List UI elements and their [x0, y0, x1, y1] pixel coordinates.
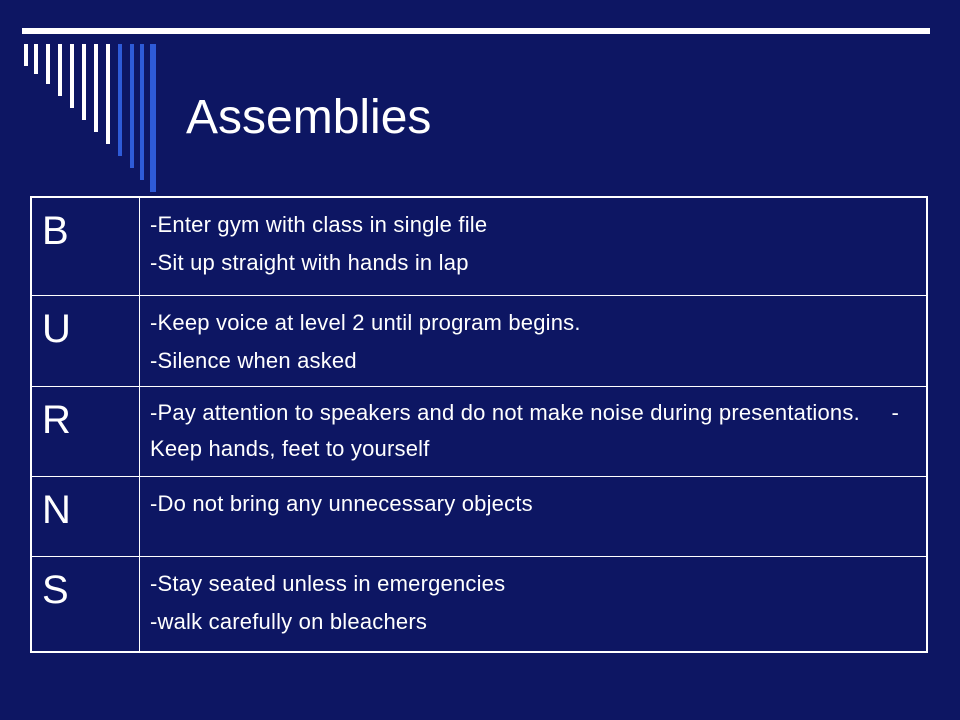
rule-line: -Pay attention to speakers and do not make noise during presentations.	[150, 399, 860, 425]
row-letter: N	[31, 476, 140, 556]
rule-line: -Stay seated unless in emergencies	[150, 570, 506, 596]
rule-line: -Do not bring any unnecessary objects	[150, 490, 533, 516]
rule-line: -Silence when asked	[150, 347, 357, 373]
decor-bar-7	[94, 44, 98, 132]
table-row	[31, 476, 927, 556]
burns-rules-table	[30, 196, 928, 653]
row-letter: S	[31, 556, 140, 652]
rule-line: -Keep voice at level 2 until program begins.	[150, 309, 581, 335]
row-letter: B	[31, 197, 140, 295]
slide-title: Assemblies	[186, 91, 432, 144]
decor-bar-2	[34, 44, 38, 74]
rule-line: -Sit up straight with hands in lap	[150, 250, 469, 275]
top-rule	[22, 28, 930, 34]
row-text	[140, 295, 928, 386]
rule-line: -Keep hands, feet to yourself	[150, 399, 899, 461]
rule-line: -walk carefully on bleachers	[150, 608, 428, 634]
table-row	[31, 295, 927, 386]
table-row	[31, 197, 927, 295]
table-row	[31, 556, 927, 652]
decor-bar-4	[58, 44, 62, 96]
rule-line: -Enter gym with class in single file	[150, 212, 488, 237]
decor-bar-3	[46, 44, 50, 84]
decor-bar-1	[24, 44, 28, 66]
decor-bar-8	[106, 44, 110, 144]
decor-bar-12	[150, 44, 156, 192]
row-text	[140, 556, 928, 652]
table-row	[31, 386, 927, 476]
row-text	[140, 197, 928, 295]
decor-bar-10	[130, 44, 134, 168]
row-text	[140, 386, 928, 476]
row-letter: R	[31, 386, 140, 476]
decor-bar-5	[70, 44, 74, 108]
row-letter: U	[31, 295, 140, 386]
decor-bar-11	[140, 44, 144, 180]
decor-bar-9	[118, 44, 122, 156]
row-text	[140, 476, 928, 556]
decor-bar-6	[82, 44, 86, 120]
